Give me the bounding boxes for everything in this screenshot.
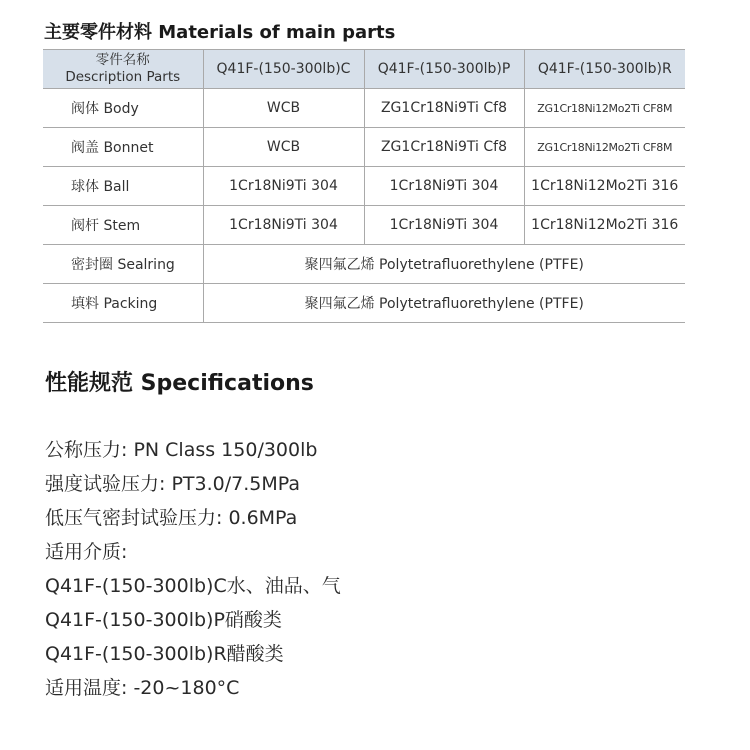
part-name: 阀盖 Bonnet bbox=[43, 128, 203, 167]
part-name: 密封圈 Sealring bbox=[43, 245, 203, 284]
table-row bbox=[43, 167, 685, 206]
spec-line-nominal-pressure: 公称压力: PN Class 150/300lb bbox=[45, 439, 318, 461]
material-p: 1Cr18Ni9Ti 304 bbox=[364, 167, 524, 206]
header-description-cn: 零件名称 bbox=[95, 52, 150, 68]
spec-line-strength-test-pressure: 强度试验压力: PT3.0/7.5MPa bbox=[45, 473, 300, 495]
material-p: 1Cr18Ni9Ti 304 bbox=[364, 206, 524, 245]
material-p: ZG1Cr18Ni9Ti Cf8 bbox=[364, 89, 524, 128]
header-model-p: Q41F-(150-300lb)P bbox=[364, 50, 524, 89]
spec-line-seal-test-pressure: 低压气密封试验压力: 0.6MPa bbox=[45, 507, 298, 529]
spec-line-applicable-medium: 适用介质: bbox=[45, 541, 128, 563]
spec-line-medium-r: Q41F-(150-300lb)R醋酸类 bbox=[45, 643, 284, 665]
material-c: WCB bbox=[203, 128, 364, 167]
header-model-c: Q41F-(150-300lb)C bbox=[203, 50, 364, 89]
material-r: 1Cr18Ni12Mo2Ti 316 bbox=[524, 206, 685, 245]
table-row bbox=[43, 89, 685, 128]
material-r: 1Cr18Ni12Mo2Ti 316 bbox=[524, 167, 685, 206]
material-c: 1Cr18Ni9Ti 304 bbox=[203, 206, 364, 245]
materials-table bbox=[43, 49, 685, 323]
specifications-heading: 性能规范 Specifications bbox=[45, 371, 314, 396]
material-merged: 聚四氟乙烯 Polytetrafluorethylene (PTFE) bbox=[203, 284, 685, 323]
header-description-parts bbox=[43, 50, 203, 89]
part-name: 球体 Ball bbox=[43, 167, 203, 206]
material-c: WCB bbox=[203, 89, 364, 128]
table-row bbox=[43, 128, 685, 167]
table-row bbox=[43, 206, 685, 245]
spec-line-temperature: 适用温度: -20~180°C bbox=[45, 677, 240, 699]
header-model-r: Q41F-(150-300lb)R bbox=[524, 50, 685, 89]
part-name: 阀杆 Stem bbox=[43, 206, 203, 245]
specifications-list bbox=[45, 434, 341, 706]
table-row bbox=[43, 245, 685, 284]
material-merged: 聚四氟乙烯 Polytetrafluorethylene (PTFE) bbox=[203, 245, 685, 284]
materials-heading: 主要零件材料 Materials of main parts bbox=[44, 22, 396, 43]
header-description-en: Description Parts bbox=[65, 69, 181, 85]
material-c: 1Cr18Ni9Ti 304 bbox=[203, 167, 364, 206]
material-r: ZG1Cr18Ni12Mo2Ti CF8M bbox=[524, 89, 685, 128]
part-name: 填料 Packing bbox=[43, 284, 203, 323]
table-header-row bbox=[43, 50, 685, 89]
spec-line-medium-c: Q41F-(150-300lb)C水、油品、气 bbox=[45, 575, 341, 597]
spec-line-medium-p: Q41F-(150-300lb)P硝酸类 bbox=[45, 609, 282, 631]
part-name: 阀体 Body bbox=[43, 89, 203, 128]
material-r: ZG1Cr18Ni12Mo2Ti CF8M bbox=[524, 128, 685, 167]
material-p: ZG1Cr18Ni9Ti Cf8 bbox=[364, 128, 524, 167]
table-row bbox=[43, 284, 685, 323]
